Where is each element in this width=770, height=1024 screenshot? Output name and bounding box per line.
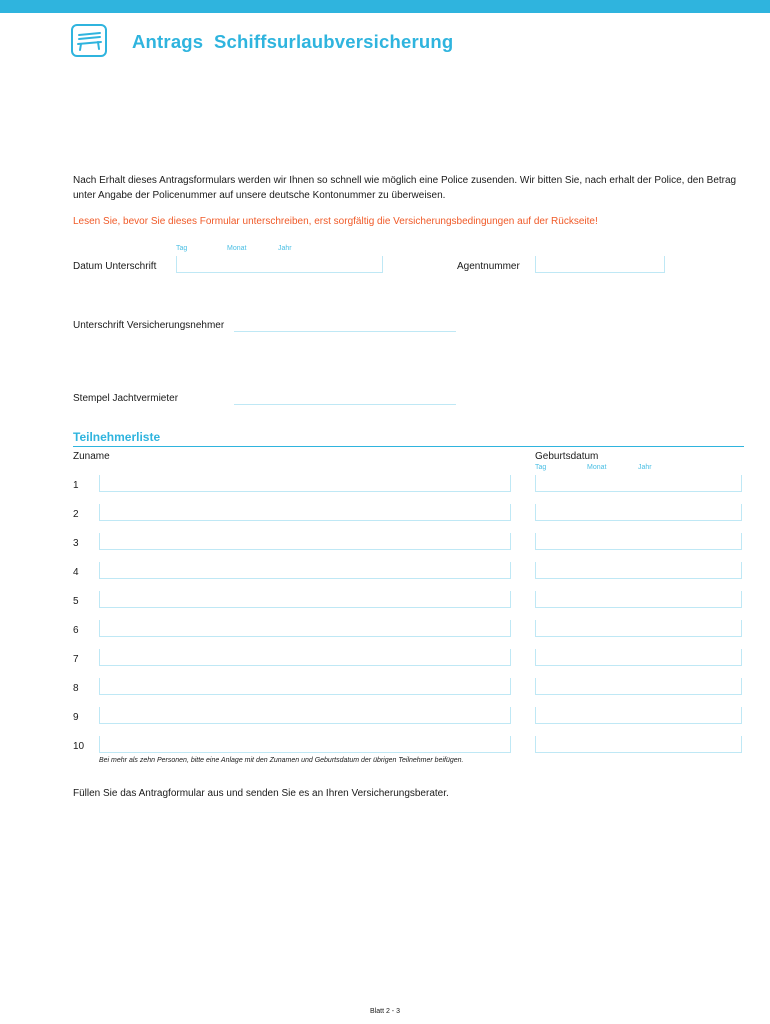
day-label: Tag	[176, 245, 188, 252]
surname-field[interactable]	[99, 475, 511, 492]
participant-row-number: 10	[73, 741, 85, 752]
birthdate-field[interactable]	[535, 707, 742, 724]
participant-row-number: 8	[73, 683, 79, 694]
participants-note: Bei mehr als zehn Personen, bitte eine Anlage mit den Zunamen und Geburtsdatum der übrigen Teilnehmer beifügen.	[99, 757, 464, 764]
policyholder-signature-label: Unterschrift Versicherungsnehmer	[73, 320, 225, 331]
birthdate-header: Geburtsdatum	[535, 451, 599, 462]
closing-text: Füllen Sie das Antragformular aus und senden Sie es an Ihren Versicherungsberater.	[73, 788, 449, 799]
intro-text: Nach Erhalt dieses Antragsformulars werden wir Ihnen so schnell wie möglich eine Police zusenden. Wir bitten Sie, nach erhalt der Police, den Betrag unter Angabe der Policenummer auf unsere deutsche Kontonummer zu überweisen.	[73, 175, 737, 201]
birthdate-field[interactable]	[535, 678, 742, 695]
participants-title: Teilnehmerliste	[73, 430, 161, 444]
surname-field[interactable]	[99, 591, 511, 608]
participant-row-number: 7	[73, 654, 79, 665]
participant-row-number: 1	[73, 480, 79, 491]
surname-field[interactable]	[99, 707, 511, 724]
birth-year-label: Jahr	[638, 464, 652, 471]
participant-row-number: 9	[73, 712, 79, 723]
participant-row-number: 6	[73, 625, 79, 636]
agent-number-label: Agentnummer	[457, 261, 520, 272]
surname-field[interactable]	[99, 678, 511, 695]
birthdate-field[interactable]	[535, 620, 742, 637]
month-label: Monat	[227, 245, 247, 252]
surname-field[interactable]	[99, 533, 511, 550]
page-number: Blatt 2 - 3	[370, 1008, 400, 1015]
agent-number-field[interactable]	[535, 256, 665, 273]
birthdate-field[interactable]	[535, 504, 742, 521]
surname-field[interactable]	[99, 649, 511, 666]
section-divider	[73, 446, 744, 447]
page-title: Antrags Schiffsurlaubversicherung	[132, 31, 454, 52]
surname-header: Zuname	[73, 451, 110, 462]
warning-text: Lesen Sie, bevor Sie dieses Formular unterschreiben, erst sorgfältig die Versicherungsbedingungen auf der Rückseite!	[73, 216, 598, 227]
participant-row-number: 5	[73, 596, 79, 607]
policyholder-signature-line[interactable]	[234, 331, 456, 332]
participant-row-number: 4	[73, 567, 79, 578]
birth-month-label: Monat	[587, 464, 607, 471]
logo	[71, 24, 107, 57]
date-signature-label: Datum Unterschrift	[73, 261, 157, 272]
birthdate-field[interactable]	[535, 562, 742, 579]
birthdate-field[interactable]	[535, 533, 742, 550]
bench-icon	[76, 30, 104, 52]
top-accent-bar	[0, 0, 770, 13]
year-label: Jahr	[278, 245, 292, 252]
participant-row-number: 3	[73, 538, 79, 549]
stamp-label: Stempel Jachtvermieter	[73, 393, 179, 404]
birthdate-field[interactable]	[535, 736, 742, 753]
birthdate-field[interactable]	[535, 591, 742, 608]
surname-field[interactable]	[99, 620, 511, 637]
birthdate-field[interactable]	[535, 475, 742, 492]
surname-field[interactable]	[99, 504, 511, 521]
surname-field[interactable]	[99, 562, 511, 579]
birthdate-field[interactable]	[535, 649, 742, 666]
participant-row-number: 2	[73, 509, 79, 520]
stamp-line[interactable]	[234, 404, 456, 405]
date-signature-field[interactable]	[176, 256, 383, 273]
birth-day-label: Tag	[535, 464, 547, 471]
surname-field[interactable]	[99, 736, 511, 753]
